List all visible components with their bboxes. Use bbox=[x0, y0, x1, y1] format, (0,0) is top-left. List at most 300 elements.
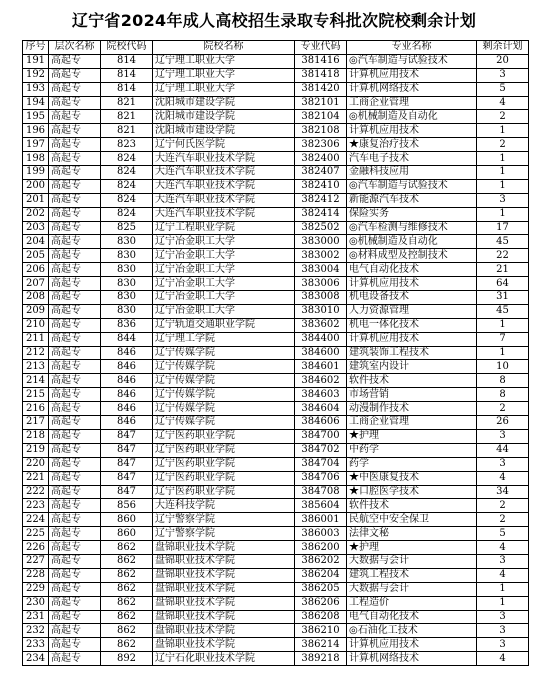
school-name-cell: 盘锦职业技术学院 bbox=[153, 596, 295, 610]
table-row bbox=[23, 124, 529, 138]
school-code-cell: 847 bbox=[101, 485, 153, 499]
level-name-cell: 高起专 bbox=[49, 346, 101, 360]
school-name-cell: 辽宁冶金职工大学 bbox=[153, 291, 295, 305]
level-name-cell: 高起专 bbox=[49, 652, 101, 666]
level-name-cell: 高起专 bbox=[49, 179, 101, 193]
major-code-cell: 382400 bbox=[295, 152, 347, 166]
level-name-cell: 高起专 bbox=[49, 332, 101, 346]
major-code-cell: 386003 bbox=[295, 527, 347, 541]
major-name-cell: ◎汽车制造与试验技术 bbox=[347, 54, 477, 68]
remaining-plan-cell: 31 bbox=[477, 291, 529, 305]
school-name-cell: 辽宁传媒学院 bbox=[153, 374, 295, 388]
row-index-cell: 221 bbox=[23, 471, 49, 485]
major-code-cell: 384400 bbox=[295, 332, 347, 346]
row-index-cell: 233 bbox=[23, 638, 49, 652]
remaining-plan-cell: 2 bbox=[477, 499, 529, 513]
table-row bbox=[23, 138, 529, 152]
table-row bbox=[23, 54, 529, 68]
major-name-cell: 机电设备技术 bbox=[347, 291, 477, 305]
table-row bbox=[23, 152, 529, 166]
level-name-cell: 高起专 bbox=[49, 138, 101, 152]
level-name-cell: 高起专 bbox=[49, 166, 101, 180]
remaining-plan-cell: 1 bbox=[477, 207, 529, 221]
school-name-cell: 盘锦职业技术学院 bbox=[153, 624, 295, 638]
table-row bbox=[23, 429, 529, 443]
table-row bbox=[23, 374, 529, 388]
remaining-plan-cell: 4 bbox=[477, 568, 529, 582]
school-code-cell: 824 bbox=[101, 207, 153, 221]
column-header: 序号 bbox=[23, 41, 49, 55]
remaining-plan-cell: 4 bbox=[477, 96, 529, 110]
school-code-cell: 892 bbox=[101, 652, 153, 666]
table-row bbox=[23, 166, 529, 180]
remaining-plan-cell: 45 bbox=[477, 235, 529, 249]
row-index-cell: 205 bbox=[23, 249, 49, 263]
school-name-cell: 沈阳城市建设学院 bbox=[153, 96, 295, 110]
school-name-cell: 大连科技学院 bbox=[153, 499, 295, 513]
row-index-cell: 193 bbox=[23, 82, 49, 96]
remaining-plan-cell: 2 bbox=[477, 138, 529, 152]
major-code-cell: 383006 bbox=[295, 277, 347, 291]
remaining-plan-cell: 21 bbox=[477, 263, 529, 277]
level-name-cell: 高起专 bbox=[49, 304, 101, 318]
major-code-cell: 384604 bbox=[295, 402, 347, 416]
school-code-cell: 814 bbox=[101, 54, 153, 68]
school-code-cell: 830 bbox=[101, 263, 153, 277]
school-code-cell: 830 bbox=[101, 249, 153, 263]
level-name-cell: 高起专 bbox=[49, 152, 101, 166]
table-row bbox=[23, 610, 529, 624]
school-code-cell: 824 bbox=[101, 166, 153, 180]
school-name-cell: 辽宁理工职业大学 bbox=[153, 68, 295, 82]
remaining-plan-cell: 1 bbox=[477, 582, 529, 596]
remaining-plan-cell: 3 bbox=[477, 457, 529, 471]
row-index-cell: 226 bbox=[23, 541, 49, 555]
major-name-cell: 中药学 bbox=[347, 443, 477, 457]
major-code-cell: 384702 bbox=[295, 443, 347, 457]
school-code-cell: 823 bbox=[101, 138, 153, 152]
remaining-plan-cell: 3 bbox=[477, 610, 529, 624]
row-index-cell: 209 bbox=[23, 304, 49, 318]
row-index-cell: 228 bbox=[23, 568, 49, 582]
table-row bbox=[23, 416, 529, 430]
remaining-plan-cell: 3 bbox=[477, 624, 529, 638]
school-code-cell: 824 bbox=[101, 152, 153, 166]
level-name-cell: 高起专 bbox=[49, 96, 101, 110]
table-row bbox=[23, 541, 529, 555]
major-name-cell: 民航空中安全保卫 bbox=[347, 513, 477, 527]
row-index-cell: 208 bbox=[23, 291, 49, 305]
school-code-cell: 847 bbox=[101, 457, 153, 471]
level-name-cell: 高起专 bbox=[49, 110, 101, 124]
level-name-cell: 高起专 bbox=[49, 485, 101, 499]
major-name-cell: 市场营销 bbox=[347, 388, 477, 402]
row-index-cell: 197 bbox=[23, 138, 49, 152]
school-name-cell: 大连汽车职业技术学院 bbox=[153, 207, 295, 221]
school-code-cell: 860 bbox=[101, 527, 153, 541]
major-name-cell: 软件技术 bbox=[347, 374, 477, 388]
major-code-cell: 383010 bbox=[295, 304, 347, 318]
level-name-cell: 高起专 bbox=[49, 527, 101, 541]
school-code-cell: 846 bbox=[101, 388, 153, 402]
school-name-cell: 沈阳城市建设学院 bbox=[153, 110, 295, 124]
remaining-plan-cell: 4 bbox=[477, 471, 529, 485]
school-code-cell: 862 bbox=[101, 596, 153, 610]
school-name-cell: 辽宁理工学院 bbox=[153, 332, 295, 346]
remaining-plan-cell: 26 bbox=[477, 416, 529, 430]
major-name-cell: ◎汽车检测与维修技术 bbox=[347, 221, 477, 235]
major-code-cell: 382101 bbox=[295, 96, 347, 110]
major-name-cell: 人力资源管理 bbox=[347, 304, 477, 318]
table-row bbox=[23, 596, 529, 610]
table-row bbox=[23, 110, 529, 124]
table-row bbox=[23, 221, 529, 235]
school-code-cell: 862 bbox=[101, 554, 153, 568]
row-index-cell: 192 bbox=[23, 68, 49, 82]
level-name-cell: 高起专 bbox=[49, 554, 101, 568]
major-name-cell: 保险实务 bbox=[347, 207, 477, 221]
school-code-cell: 862 bbox=[101, 638, 153, 652]
major-code-cell: 386204 bbox=[295, 568, 347, 582]
level-name-cell: 高起专 bbox=[49, 360, 101, 374]
major-code-cell: 382410 bbox=[295, 179, 347, 193]
school-code-cell: 862 bbox=[101, 610, 153, 624]
school-name-cell: 辽宁石化职业技术学院 bbox=[153, 652, 295, 666]
school-name-cell: 辽宁医药职业学院 bbox=[153, 485, 295, 499]
school-code-cell: 825 bbox=[101, 221, 153, 235]
major-code-cell: 382414 bbox=[295, 207, 347, 221]
table-row bbox=[23, 263, 529, 277]
major-name-cell: 建筑工程技术 bbox=[347, 568, 477, 582]
school-code-cell: 847 bbox=[101, 471, 153, 485]
major-name-cell: ◎机械制造及自动化 bbox=[347, 110, 477, 124]
school-name-cell: 盘锦职业技术学院 bbox=[153, 554, 295, 568]
major-name-cell: 新能源汽车技术 bbox=[347, 193, 477, 207]
row-index-cell: 211 bbox=[23, 332, 49, 346]
school-name-cell: 辽宁医药职业学院 bbox=[153, 443, 295, 457]
table-row bbox=[23, 291, 529, 305]
table-row bbox=[23, 332, 529, 346]
major-name-cell: 计算机网络技术 bbox=[347, 652, 477, 666]
major-code-cell: 386208 bbox=[295, 610, 347, 624]
table-body bbox=[23, 54, 529, 665]
level-name-cell: 高起专 bbox=[49, 207, 101, 221]
row-index-cell: 216 bbox=[23, 402, 49, 416]
level-name-cell: 高起专 bbox=[49, 221, 101, 235]
table-row bbox=[23, 443, 529, 457]
remaining-plan-cell: 1 bbox=[477, 166, 529, 180]
major-code-cell: 381418 bbox=[295, 68, 347, 82]
school-name-cell: 辽宁传媒学院 bbox=[153, 416, 295, 430]
school-code-cell: 824 bbox=[101, 193, 153, 207]
row-index-cell: 213 bbox=[23, 360, 49, 374]
level-name-cell: 高起专 bbox=[49, 374, 101, 388]
remaining-plan-table bbox=[22, 40, 529, 666]
column-header: 院校代码 bbox=[101, 41, 153, 55]
level-name-cell: 高起专 bbox=[49, 388, 101, 402]
table-row bbox=[23, 554, 529, 568]
column-header: 专业代码 bbox=[295, 41, 347, 55]
remaining-plan-cell: 8 bbox=[477, 388, 529, 402]
level-name-cell: 高起专 bbox=[49, 82, 101, 96]
remaining-plan-cell: 2 bbox=[477, 513, 529, 527]
row-index-cell: 223 bbox=[23, 499, 49, 513]
major-name-cell: 工商企业管理 bbox=[347, 416, 477, 430]
school-name-cell: 盘锦职业技术学院 bbox=[153, 541, 295, 555]
level-name-cell: 高起专 bbox=[49, 568, 101, 582]
level-name-cell: 高起专 bbox=[49, 624, 101, 638]
major-name-cell: ★康复治疗技术 bbox=[347, 138, 477, 152]
table-row bbox=[23, 485, 529, 499]
school-name-cell: 盘锦职业技术学院 bbox=[153, 610, 295, 624]
table-row bbox=[23, 624, 529, 638]
row-index-cell: 218 bbox=[23, 429, 49, 443]
major-code-cell: 386206 bbox=[295, 596, 347, 610]
table-row bbox=[23, 471, 529, 485]
school-code-cell: 862 bbox=[101, 568, 153, 582]
level-name-cell: 高起专 bbox=[49, 235, 101, 249]
remaining-plan-cell: 4 bbox=[477, 541, 529, 555]
row-index-cell: 227 bbox=[23, 554, 49, 568]
major-code-cell: 389218 bbox=[295, 652, 347, 666]
remaining-plan-cell: 3 bbox=[477, 638, 529, 652]
remaining-plan-cell: 22 bbox=[477, 249, 529, 263]
major-name-cell: 工程造价 bbox=[347, 596, 477, 610]
major-name-cell: 金融科技应用 bbox=[347, 166, 477, 180]
row-index-cell: 195 bbox=[23, 110, 49, 124]
table-row bbox=[23, 318, 529, 332]
school-name-cell: 辽宁医药职业学院 bbox=[153, 471, 295, 485]
school-code-cell: 830 bbox=[101, 304, 153, 318]
major-code-cell: 382412 bbox=[295, 193, 347, 207]
major-code-cell: 384603 bbox=[295, 388, 347, 402]
table-row bbox=[23, 568, 529, 582]
remaining-plan-cell: 4 bbox=[477, 652, 529, 666]
major-name-cell: 机电一体化技术 bbox=[347, 318, 477, 332]
table-row bbox=[23, 82, 529, 96]
major-code-cell: 384708 bbox=[295, 485, 347, 499]
row-index-cell: 200 bbox=[23, 179, 49, 193]
level-name-cell: 高起专 bbox=[49, 318, 101, 332]
row-index-cell: 206 bbox=[23, 263, 49, 277]
major-code-cell: 386210 bbox=[295, 624, 347, 638]
row-index-cell: 215 bbox=[23, 388, 49, 402]
level-name-cell: 高起专 bbox=[49, 610, 101, 624]
school-name-cell: 大连汽车职业技术学院 bbox=[153, 179, 295, 193]
major-code-cell: 384700 bbox=[295, 429, 347, 443]
level-name-cell: 高起专 bbox=[49, 249, 101, 263]
row-index-cell: 198 bbox=[23, 152, 49, 166]
remaining-plan-cell: 1 bbox=[477, 346, 529, 360]
table-row bbox=[23, 360, 529, 374]
table-row bbox=[23, 68, 529, 82]
major-name-cell: 计算机应用技术 bbox=[347, 332, 477, 346]
row-index-cell: 219 bbox=[23, 443, 49, 457]
major-code-cell: 381416 bbox=[295, 54, 347, 68]
major-name-cell: ★护理 bbox=[347, 541, 477, 555]
row-index-cell: 222 bbox=[23, 485, 49, 499]
major-code-cell: 386205 bbox=[295, 582, 347, 596]
level-name-cell: 高起专 bbox=[49, 582, 101, 596]
row-index-cell: 191 bbox=[23, 54, 49, 68]
major-name-cell: ★护理 bbox=[347, 429, 477, 443]
remaining-plan-cell: 1 bbox=[477, 318, 529, 332]
level-name-cell: 高起专 bbox=[49, 457, 101, 471]
remaining-plan-cell: 3 bbox=[477, 554, 529, 568]
table-header-row bbox=[23, 41, 529, 55]
major-code-cell: 382306 bbox=[295, 138, 347, 152]
school-name-cell: 辽宁传媒学院 bbox=[153, 346, 295, 360]
major-code-cell: 384606 bbox=[295, 416, 347, 430]
major-code-cell: 382104 bbox=[295, 110, 347, 124]
major-code-cell: 382502 bbox=[295, 221, 347, 235]
school-code-cell: 844 bbox=[101, 332, 153, 346]
row-index-cell: 203 bbox=[23, 221, 49, 235]
major-name-cell: 计算机应用技术 bbox=[347, 277, 477, 291]
remaining-plan-cell: 1 bbox=[477, 179, 529, 193]
level-name-cell: 高起专 bbox=[49, 541, 101, 555]
level-name-cell: 高起专 bbox=[49, 596, 101, 610]
level-name-cell: 高起专 bbox=[49, 429, 101, 443]
school-code-cell: 862 bbox=[101, 582, 153, 596]
school-code-cell: 847 bbox=[101, 429, 153, 443]
row-index-cell: 230 bbox=[23, 596, 49, 610]
major-code-cell: 383008 bbox=[295, 291, 347, 305]
school-name-cell: 辽宁冶金职工大学 bbox=[153, 277, 295, 291]
major-code-cell: 383000 bbox=[295, 235, 347, 249]
table-row bbox=[23, 388, 529, 402]
remaining-plan-cell: 5 bbox=[477, 527, 529, 541]
school-name-cell: 辽宁轨道交通职业学院 bbox=[153, 318, 295, 332]
remaining-plan-cell: 3 bbox=[477, 193, 529, 207]
major-name-cell: 计算机应用技术 bbox=[347, 638, 477, 652]
table-row bbox=[23, 304, 529, 318]
school-name-cell: 盘锦职业技术学院 bbox=[153, 582, 295, 596]
school-code-cell: 836 bbox=[101, 318, 153, 332]
row-index-cell: 234 bbox=[23, 652, 49, 666]
table-row bbox=[23, 193, 529, 207]
school-code-cell: 862 bbox=[101, 624, 153, 638]
major-name-cell: 工商企业管理 bbox=[347, 96, 477, 110]
school-code-cell: 821 bbox=[101, 110, 153, 124]
level-name-cell: 高起专 bbox=[49, 193, 101, 207]
major-code-cell: 385604 bbox=[295, 499, 347, 513]
remaining-plan-cell: 1 bbox=[477, 152, 529, 166]
remaining-plan-cell: 64 bbox=[477, 277, 529, 291]
remaining-plan-cell: 5 bbox=[477, 82, 529, 96]
school-code-cell: 814 bbox=[101, 68, 153, 82]
level-name-cell: 高起专 bbox=[49, 638, 101, 652]
school-name-cell: 大连汽车职业技术学院 bbox=[153, 152, 295, 166]
major-name-cell: 大数据与会计 bbox=[347, 554, 477, 568]
table-row bbox=[23, 402, 529, 416]
table-row bbox=[23, 513, 529, 527]
row-index-cell: 207 bbox=[23, 277, 49, 291]
table-row bbox=[23, 249, 529, 263]
school-name-cell: 辽宁警察学院 bbox=[153, 527, 295, 541]
major-name-cell: 建筑装饰工程技术 bbox=[347, 346, 477, 360]
school-code-cell: 814 bbox=[101, 82, 153, 96]
remaining-plan-cell: 1 bbox=[477, 596, 529, 610]
level-name-cell: 高起专 bbox=[49, 68, 101, 82]
remaining-plan-cell: 45 bbox=[477, 304, 529, 318]
remaining-plan-cell: 3 bbox=[477, 429, 529, 443]
school-code-cell: 846 bbox=[101, 360, 153, 374]
major-name-cell: 汽车电子技术 bbox=[347, 152, 477, 166]
school-name-cell: 辽宁冶金职工大学 bbox=[153, 235, 295, 249]
major-name-cell: 建筑室内设计 bbox=[347, 360, 477, 374]
row-index-cell: 212 bbox=[23, 346, 49, 360]
column-header: 剩余计划 bbox=[477, 41, 529, 55]
school-name-cell: 沈阳城市建设学院 bbox=[153, 124, 295, 138]
school-code-cell: 821 bbox=[101, 124, 153, 138]
school-name-cell: 辽宁何氏医学院 bbox=[153, 138, 295, 152]
row-index-cell: 229 bbox=[23, 582, 49, 596]
school-name-cell: 辽宁医药职业学院 bbox=[153, 457, 295, 471]
major-name-cell: 计算机应用技术 bbox=[347, 124, 477, 138]
major-code-cell: 384706 bbox=[295, 471, 347, 485]
remaining-plan-cell: 8 bbox=[477, 374, 529, 388]
level-name-cell: 高起专 bbox=[49, 54, 101, 68]
major-code-cell: 384602 bbox=[295, 374, 347, 388]
school-name-cell: 辽宁医药职业学院 bbox=[153, 429, 295, 443]
level-name-cell: 高起专 bbox=[49, 416, 101, 430]
level-name-cell: 高起专 bbox=[49, 124, 101, 138]
table-row bbox=[23, 499, 529, 513]
row-index-cell: 232 bbox=[23, 624, 49, 638]
school-name-cell: 辽宁警察学院 bbox=[153, 513, 295, 527]
school-code-cell: 856 bbox=[101, 499, 153, 513]
major-name-cell: ◎材料成型及控制技术 bbox=[347, 249, 477, 263]
row-index-cell: 202 bbox=[23, 207, 49, 221]
major-name-cell: 软件技术 bbox=[347, 499, 477, 513]
major-code-cell: 381420 bbox=[295, 82, 347, 96]
table-row bbox=[23, 652, 529, 666]
table-row bbox=[23, 346, 529, 360]
level-name-cell: 高起专 bbox=[49, 443, 101, 457]
remaining-plan-cell: 17 bbox=[477, 221, 529, 235]
column-header: 院校名称 bbox=[153, 41, 295, 55]
school-code-cell: 847 bbox=[101, 443, 153, 457]
major-name-cell: ◎机械制造及自动化 bbox=[347, 235, 477, 249]
remaining-plan-cell: 2 bbox=[477, 110, 529, 124]
school-code-cell: 846 bbox=[101, 346, 153, 360]
level-name-cell: 高起专 bbox=[49, 513, 101, 527]
school-name-cell: 辽宁冶金职工大学 bbox=[153, 249, 295, 263]
school-name-cell: 辽宁理工职业大学 bbox=[153, 54, 295, 68]
table-row bbox=[23, 638, 529, 652]
major-name-cell: 电气自动化技术 bbox=[347, 263, 477, 277]
major-code-cell: 382108 bbox=[295, 124, 347, 138]
major-code-cell: 383602 bbox=[295, 318, 347, 332]
table-row bbox=[23, 457, 529, 471]
remaining-plan-cell: 20 bbox=[477, 54, 529, 68]
remaining-plan-cell: 10 bbox=[477, 360, 529, 374]
school-name-cell: 盘锦职业技术学院 bbox=[153, 568, 295, 582]
level-name-cell: 高起专 bbox=[49, 277, 101, 291]
major-code-cell: 384600 bbox=[295, 346, 347, 360]
major-code-cell: 382407 bbox=[295, 166, 347, 180]
major-code-cell: 386202 bbox=[295, 554, 347, 568]
school-code-cell: 846 bbox=[101, 402, 153, 416]
school-code-cell: 821 bbox=[101, 96, 153, 110]
major-code-cell: 386214 bbox=[295, 638, 347, 652]
level-name-cell: 高起专 bbox=[49, 291, 101, 305]
major-name-cell: ★中医康复技术 bbox=[347, 471, 477, 485]
school-name-cell: 大连汽车职业技术学院 bbox=[153, 166, 295, 180]
row-index-cell: 231 bbox=[23, 610, 49, 624]
school-name-cell: 辽宁冶金职工大学 bbox=[153, 304, 295, 318]
